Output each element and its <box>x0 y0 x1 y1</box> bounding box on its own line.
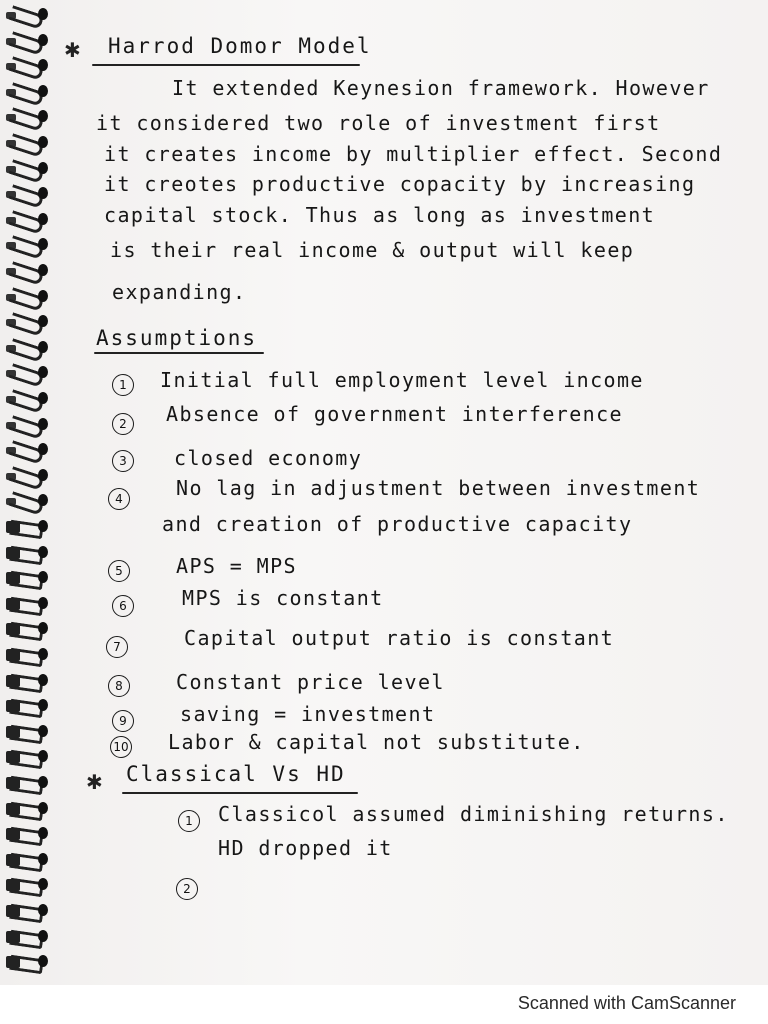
binding-ring <box>6 622 46 636</box>
list-item: saving = investment <box>180 702 436 726</box>
list-number: 1 <box>178 810 200 832</box>
star-icon: ✱ <box>86 770 103 794</box>
binding-ring <box>6 469 46 483</box>
list-number: 5 <box>108 560 130 582</box>
paragraph-line: is their real income & output will keep <box>110 238 635 262</box>
paragraph-line: it creates income by multiplier effect. Second <box>104 142 723 166</box>
list-number: 4 <box>108 488 130 510</box>
binding-ring <box>6 520 46 534</box>
binding-ring <box>6 827 46 841</box>
paragraph-line: capital stock. Thus as long as investment <box>104 203 656 227</box>
page-title: Harrod Domor Model <box>108 34 372 58</box>
binding-ring <box>6 853 46 867</box>
spiral-binding <box>0 0 62 985</box>
list-number: 2 <box>112 413 134 435</box>
binding-ring <box>6 725 46 739</box>
list-item: No lag in adjustment between investment <box>176 476 701 500</box>
title-underline <box>92 64 360 66</box>
list-number: 9 <box>112 710 134 732</box>
binding-ring <box>6 674 46 688</box>
binding-ring <box>6 571 46 585</box>
binding-ring <box>6 136 46 150</box>
binding-ring <box>6 443 46 457</box>
list-number: 8 <box>108 675 130 697</box>
binding-ring <box>6 34 46 48</box>
list-number: 6 <box>112 595 134 617</box>
list-item-continuation: and creation of productive capacity <box>162 512 633 536</box>
binding-ring <box>6 648 46 662</box>
list-item-continuation: HD dropped it <box>218 836 393 860</box>
classical-underline <box>122 792 358 794</box>
star-icon: ✱ <box>64 38 81 62</box>
list-item: closed economy <box>174 446 363 470</box>
binding-ring <box>6 597 46 611</box>
binding-ring <box>6 878 46 892</box>
classical-heading: Classical Vs HD <box>126 762 346 786</box>
assumptions-underline <box>94 352 264 354</box>
paragraph-line: it considered two role of investment first <box>96 111 661 135</box>
list-item: Labor & capital not substitute. <box>168 730 585 754</box>
binding-ring <box>6 238 46 252</box>
scanner-watermark: Scanned with CamScanner <box>517 993 736 1013</box>
list-number: 1 <box>112 374 134 396</box>
binding-ring <box>6 162 46 176</box>
list-number: 7 <box>106 636 128 658</box>
binding-ring <box>6 802 46 816</box>
binding-ring <box>6 750 46 764</box>
binding-ring <box>6 187 46 201</box>
list-item: Constant price level <box>176 670 445 694</box>
binding-ring <box>6 341 46 355</box>
binding-ring <box>6 392 46 406</box>
binding-ring <box>6 290 46 304</box>
binding-ring <box>6 85 46 99</box>
binding-ring <box>6 955 46 969</box>
binding-ring <box>6 366 46 380</box>
binding-ring <box>6 418 46 432</box>
list-number: 10 <box>110 736 132 758</box>
list-item: Initial full employment level income <box>160 368 644 392</box>
list-item: APS = MPS <box>176 554 297 578</box>
binding-ring <box>6 315 46 329</box>
list-number: 2 <box>176 878 198 900</box>
binding-ring <box>6 59 46 73</box>
binding-ring <box>6 213 46 227</box>
binding-ring <box>6 494 46 508</box>
binding-ring <box>6 8 46 22</box>
list-item: MPS is constant <box>182 586 384 610</box>
binding-ring <box>6 904 46 918</box>
binding-ring <box>6 264 46 278</box>
list-item: Capital output ratio is constant <box>184 626 615 650</box>
binding-ring <box>6 110 46 124</box>
paragraph-line: it creotes productive copacity by increasing <box>104 172 696 196</box>
binding-ring <box>6 776 46 790</box>
list-item: Absence of government interference <box>166 402 623 426</box>
paragraph-line: It extended Keynesion framework. However <box>172 76 710 100</box>
binding-ring <box>6 699 46 713</box>
list-number: 3 <box>112 450 134 472</box>
binding-ring <box>6 546 46 560</box>
paragraph-line: expanding. <box>112 280 247 304</box>
list-item: Classicol assumed diminishing returns. <box>218 802 729 826</box>
footer-strip <box>0 985 768 1024</box>
binding-ring <box>6 930 46 944</box>
assumptions-heading: Assumptions <box>96 326 258 350</box>
